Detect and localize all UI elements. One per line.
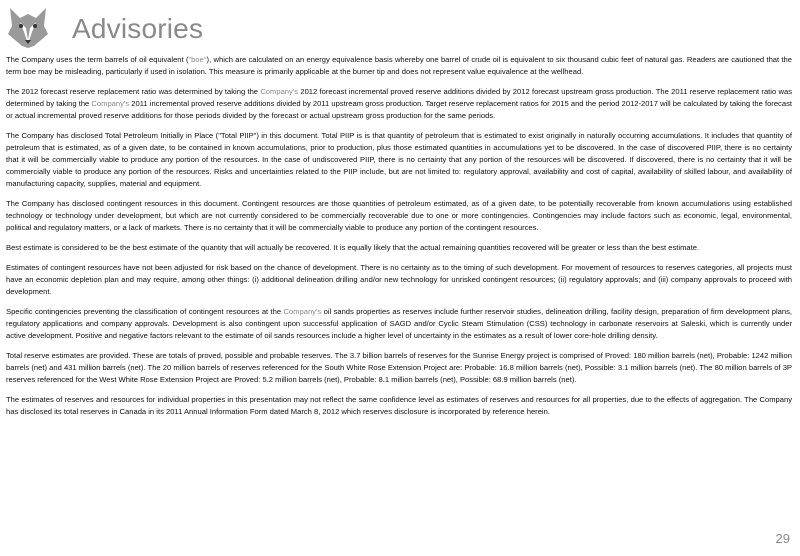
paragraph-contingent-resources: The Company has disclosed contingent resources in this document. Contingent resources are those quantities of petroleum estimated, as of a given date, to be potentially recoverable from known accumulations using established technology or technology under development, but which are not currently considered to be commercially recoverable due to one or more contingencies. Contingencies may include factors such as economic, legal, environmental, political and regulatory matters, or a lack of markets. There is no certainty that it will be commercially viable to produce any portion of the contingent resources. (6, 199, 792, 232)
paragraph-risk-estimates: Estimates of contingent resources have not been adjusted for risk based on the chance of development. There is no certainty as to the timing of such development. For movement of resources to reserves categories, all projects must have an economic depletion plan and may require, among other things: (i) additional delineation drilling and/or new technology for unrisked contingent resources; (ii) regulatory approvals; and (iii) company approvals to proceed with development. (6, 263, 792, 296)
paragraph-specific-contingencies: Specific contingencies preventing the classification of contingent resources at the Company's oil sands properties as reserves include further reservoir studies, delineation drilling, facility design, preparation of firm development plans, regulatory applications and company approvals. Development is also contingent upon successful application of SAGD and/or Cyclic Steam Stimulation (CSS) technology in carbonate reservoirs at Saleski, which is currently under active development. Positive and negative factors relevant to the estimate of oil sands resources include a higher level of uncertainty in the estimates as a result of lower core-hole drilling density. (6, 307, 792, 340)
paragraph-boe: The Company uses the term barrels of oil equivalent ("boe"), which are calculated on an energy equivalence basis whereby one barrel of crude oil is equivalent to six thousand cubic feet of natural gas. Readers are cautioned that the term boe may be misleading, particularly if used in isolation. This measure is primarily applicable at the burner tip and does not represent value equivalence at the wellhead. (6, 55, 793, 76)
paragraph-total-piip: The Company has disclosed Total Petroleum Initially in Place ("Total PIIP") in this document. Total PIIP is is that quantity of petroleum that is estimated to exist originally in naturally occurring accumulations. It includes that quantity of petroleum that is estimated, as of a given date, to be contained in known accumulations, prior to production, plus those estimated quantities in accumulations yet to be discovered. In the case of discovered PIIP, there is no certainty that it will be commercially viable to produce any portion of the resources. In the case of undiscovered PIIP, there is no certainty that any portion of the resources will be discovered. If discovered, there is no certainty that it will be commercially viable to produce any portion of the resources. Risks and uncertainties related to the PIIP include, but are not limited to: regulatory approval, availability and cost of capital, availability of skilled labour, and availability of manufacturing capacity, supplies, material and equipment. (6, 131, 792, 188)
paragraph-best-estimate: Best estimate is considered to be the best estimate of the quantity that will actually be recovered. It is equally likely that the actual remaining quantities recovered will be greater or less than the best estimate. (6, 243, 700, 252)
slide-header (0, 0, 800, 52)
page-title: Advisories (72, 13, 204, 44)
paragraph-total-reserves: Total reserve estimates are provided. These are totals of proved, possible and probable reserves. The 3.7 billion barrels of reserves for the Sunrise Energy project is comprised of Proved: 180 million barrels (net), Probable: 1242 million barrels (net) and 431 million barrels (net). The 20 million barrels of reserves referenced for the South White Rose Extension Project are: Probable: 16.8 million barrels (net), Possible: 3.1 million barrels (net). The 80 million barrels of 3P reserves referenced for the West White Rose Extension Project are Proved: 5.2 million barrels (net), Probable: 8.1 million barrels (net), Possible: 68.9 million barrels (net). (6, 351, 792, 384)
advisories-body (6, 54, 792, 426)
page-number: 29 (775, 531, 790, 546)
husky-logo-icon (4, 4, 52, 50)
paragraph-aggregation: The estimates of reserves and resources for individual properties in this presentation may not reflect the same confidence level as estimates of reserves and resources for all properties, due to the effects of aggregation. The Company has disclosed its total reserves in Canada in its 2011 Annual Information Form dated March 8, 2012 which reserves disclosure is incorporated by reference herein. (6, 395, 792, 416)
paragraph-reserve-replacement: The 2012 forecast reserve replacement ratio was determined by taking the Company's 2012 forecast incremental proved reserve additions divided by 2012 forecast upstream gross production. The 2011 reserve replacement ratio was determined by taking the Company's 2011 incremental proved reserve additions divided by 2011 upstream gross production. Target reserve replacement ratios for 2015 and the period 2012-2017 will be calculated by taking the forecast or actual incremental proved reserve additions for those periods divided by the forecast or actual upstream gross production for the same periods. (6, 87, 792, 120)
